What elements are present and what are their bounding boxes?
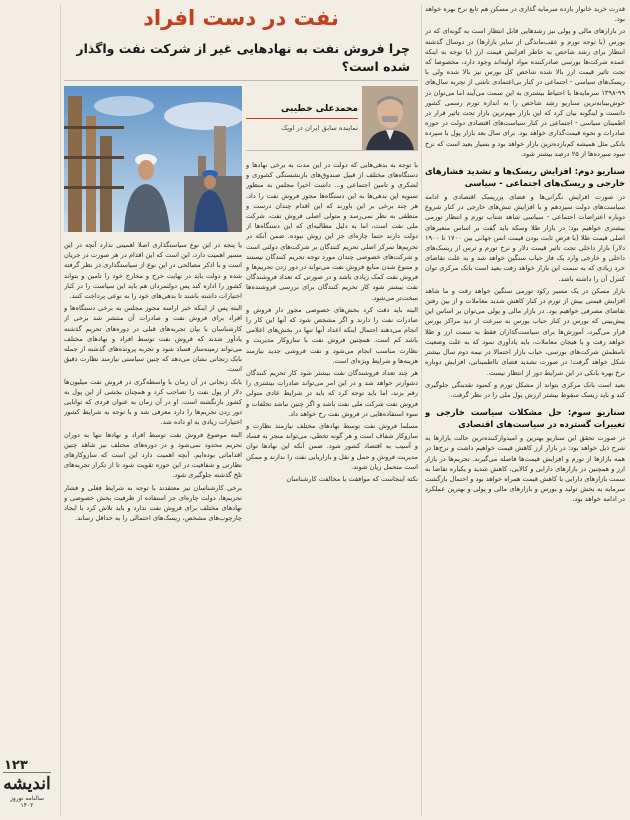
column-divider [60,4,61,816]
paragraph: با توجه به بدهی‌هایی که دولت در این مدت به برخی نهادها و دستگاه‌های مختلف از قبیل صندوق‌های بازنشستگی کشوری و لشکری و تامین اجتماعی و... داشت اخیرا مجلس به منظور تسویه این بدهی‌ها به این دستگاه‌ها مجوز فروش نفت را داد. هر چند برخی بر این باورند که این اقدام چندان درست و منطقی به نظر نمی‌رسد و متولی اصلی فروش نفت، شرکت ملی نفت است، اما به دلیل مطالبه‌ای که این دستگاه‌ها از دولت دارند حتما چاره‌ای جز این روش نبوده. ضمن آنکه در تحریم‌ها تمرکز اصلی تحریم کنندگان بر شرکت‌های دولتی است و شرکت‌های خصوصی چندان مورد توجه تحریم کنندگان نیستند و متنوع شدن منابع فروش نفت می‌تواند در دور زدن تحریم‌ها و فروش نفت کمک زیادی باشد و در صورتی که تعداد فروشندگان نفت بیشتر شود کار تحریم کنندگان برای بررسی فروشنده‌ها سخت‌تر می‌شود. [246,161,418,302]
paragraph: بابک زنجانی در آن زمان با واسطه‌گری در فروش نفت میلیون‌ها دلار از پول نفت را تصاحب کرد و همچنان بخشی از این پول به کشور بازنگشته است. او در آن زمان به عنوان فردی که توانایی دور زدن تحریم‌ها را دارد معرفی شد و با توجه به شرایط کشور اختیارات زیادی به او داده شد. [64,377,242,427]
paragraph: برخی کارشناسان نیز معتقدند با توجه به شرایط فعلی و فشار تحریم‌ها، دولت چاره‌ای جز استفاده از ظرفیت بخش خصوصی و نهادهای مختلف برای فروش نفت ندارد و باید تلاش کرد با ایجاد چارچوب‌های مشخص، ریسک‌های احتمالی را به حداقل رساند. [64,483,242,523]
author-title: نماینده سابق ایران در اوپک [281,124,358,132]
paragraph: در بازارهای مالی و پولی نیز رشدهایی قابل انتظار است به گونه‌ای که در بورس (با توجه تورم و عقب‌ماندگی از سایر بازارها) در دوسال گذشته انتظار برای رشد شاخص به خاطر افزایش قیمت ارز (با توجه به اینکه عمده شرکت‌ها بورسی صادرکننده مواد اولیه‌اند وجود دارد، مخصوصا که تحت تاثیر قیمت ارز بالا شده شاخص کل بورس نیز بالا شده ولی با ریسک‌های سیاسی - اجتماعی در کنار بی‌اعتمادی ناشی از تجربه سال‌های ۹۹-۱۳۹۸ سرمایه‌ها با احتیاط بیشتری به این سمت می‌آیند اما می‌توان در خوش‌بینانه‌ترین سناریو رشد شاخص را به اندازه تورم رسمی کشور دانست و اینگونه بیان کرد که این بازار مهم‌ترین بازار تحت تاثیر قرار در اطمینان سیاسی - اجتماعی در کنار سیاست‌های اقتصادی دولت در حوزه صادرات و نحوه قیمت‌گذاری خواهد بود. برای سال بعد بازار پول با سپرده بانکی مثل همیشه کم‌بازده‌ترین بازار خواهد بود و بسیار بعید است که نرخ سود سپرده‌ها از ۲۵ درصد بیشتر شود. [425,27,625,158]
paragraph: قدرت خرید خانوار بازده سرمایه گذاری در مسکن هم تابع نرخ بهره خواهد بود. [425,5,625,24]
section-heading: سناریو سوم: حل مشکلات سیاست خارجی و تغییرات گسترده در سیاست‌های اقتصادی [425,407,625,430]
author-photo [362,86,418,150]
left-column [64,240,242,810]
author-block-divider [246,150,418,151]
middle-column [246,160,418,810]
header-divider [64,80,418,81]
article-header [64,4,418,82]
issue-label: سالنامه نوروز ۱۴۰۲ [9,795,45,809]
paragraph: البته موضوع فروش نفت توسط افراد و نهادها تنها به دوران تحریم محدود نمی‌شود و در دوره‌های مختلف نیز شاهد چنین اقداماتی بوده‌ایم. آنچه اهمیت دارد این است که سازوکارهای نظارتی و شفافیت در این حوزه تقویت شود تا از تکرار تجربه‌های تلخ گذشته جلوگیری شود. [64,430,242,480]
page-margin [0,0,58,820]
paragraph: مسلما فروش نفت توسط نهادهای مختلف نیازمند نظارت و سازوکار شفاف است و هر گونه تخطی، می‌تواند منجر به فساد و آسیب به اقتصاد کشور شود. ضمن آنکه این نهادها توان مدیریت فروش و حمل و نقل و بازاریابی نفت را ندارند و ممکن است متحمل زیان شوند. [246,422,418,471]
article-headline: چرا فروش نفت به نهادهایی غیر از شرکت نفت واگذار شده است؟ [76,41,410,74]
paragraph: یا پنجه در این نوع سیاستگذاری اصلا اهمیتی ندارد آنچه در این مسیر اهمیت دارد، این است که این اقدام در هر صورت در جریان است و با اذکر مصالحی در این نوع از سیاستگذاری در نظر گرفته شده و دولت باید در نهایت خرج و مخارج خود را تامین و بتواند کشور را اداره کند پس دولتمردان هم باید این سیاست را در کنار اختیارات داشته باشند تا بدهی‌های خود را به نوعی پرداخت کنند. [64,241,242,301]
right-column [425,4,625,816]
paragraph: در صورت تحقق این سناریو بهترین و امیدوارکننده‌ترین حالت بازارها به شرح ذیل خواهد بود: در بازار ارز کاهش قیمت خواهیم داشت و نرخ‌ها در همه بازارها از تورم و افزایش قیمت‌ها فاصله می‌گیرند. تحریم‌ها در بازار ارز و همچنین در بازارهای دارایی و کالایی، کاهش شدید و یکباره تقاضا به سمت بازارهای دارایی با کاهش قیمت همراه خواهد بود و احتمال بازگشت سرمایه به بخش تولید و بورس و بازارهای مالی و پولی و بهترین عملکرد در ادامه خواهد بود. [425,434,625,504]
article-kicker: نفت در دست افراد [143,6,339,30]
author-divider [246,118,358,119]
paragraph: هر چند تعداد فروشندگان نفت بیشتر شود کار تحریم کنندگان دشوارتر خواهد شد و در این امر می‌تواند صادرات بیشتری را رقم بزند، اما باید توجه کرد که باید در شرایط عادی متولی فروش نفت شرکت ملی نفت باشد و اگر چنین نباشد تخلفات و سوء استفاده‌هایی در فروش نفت رخ خواهد داد. [246,369,418,418]
section-heading: سناریو دوم: افزایش ریسک‌ها و تشدید فشارهای خارجی و ریسک‌های اجتماعی - سیاسی [425,166,625,189]
refinery-photo [64,86,242,232]
page-number: ۱۲۳ [4,758,28,773]
magazine-logo [3,772,51,809]
paragraph: در صورت افزایش نگرانی‌ها و فضای پرریسک اقتصادی و ادامه سیاست‌های دولت سیزدهم و یا افزایش تنش‌های خارجی در کنار شروع دوباره اعتراضات اجتماعی - سیاسی شاهد شتاب تورم و انتظار تورمی بیشتری خواهیم بود؛ در بازار طلا وسکه باید گفت بر اساس متغیرهای اصلی قیمت طلا (با فرض ثابت بودن قیمت انس جهانی بین ۱۷۰۰ تا ۱۹۰۰ دلار) بازار داخلی تحت تاثیر قیمت دلار و نرخ تورم و ترس از ریسک‌های داخلی و خارجی وارد یک فاز حباب سنگین خواهد شد و به علت تقاضای خرد زیادی که به سمت این بازار خواهد رفت بعید است بانک مرکزی توان کنترل آن را داشته باشد. [425,193,625,283]
paragraph: نکته اینجاست که موافقت یا مخالفت کارشناسان [286,475,418,484]
column-divider [421,4,422,816]
paragraph: بازار مسکن در یک مسیر رکود تورمی سنگین خواهد رفت و ما شاهد افزایش قیمتی بیش از تورم در کنار کاهش شدید معاملات و از بین رفتن تقاضای مصرفی خواهیم بود. در بازار مالی و پولی می‌توان بر اساس این پیش‌بینی که بورس در کنار حباب بورس به سرعت از دید مراکز بورس قرار می‌گیرد، آموزش‌ها برای سیاست‌گذاران فقط به سمت ارز و طلا خواهد رفت و با هیجان معاملات، باید یادآوری نمود که به علت وضعیت نامطمئن شرکت‌های بورسی، حباب بازار احتمالا در نیمه دوم سال بیشتر شکل خواهد گرفت؛ در صورت تشدید فضای نااطمینانی، افزایش دوباره نرخ بهره بانکی در این شرایط دور از انتظار نیست. [425,286,625,377]
logo-wordmark: اندیشه [3,774,51,794]
paragraph: البته باید دقت کرد بخش‌های خصوصی مجوز دار فروش و صادرات نفت را دارند و اگر مشخص شود که آنها این کار را انجام می‌دهند احتمال اینکه اعداد آنها تنها در بخش‌های اعلامی باشد کم است. همچنین فروش نفت با سازوکار مدیریت و نظارت مناسب انجام می‌شود و نفت فروشی جدید نیازمند هزینه‌ها و شرایط ویژه‌ای است. [246,305,418,365]
paragraph: البته پس از اینکه خبر اراسه مجوز مجلس به برخی دستگاه‌ها و افراد برای فروش نفت و صادرات آن منتشر شد برخی از کارشناسان با بیان تجربه‌های قبلی در دوره‌های تحریم گذشته یادآور شدند که فروش نفت توسط افراد و نهادهای مختلف می‌تواند زمینه‌ساز فساد شود و تجربه پرونده‌های گذشته از جمله بابک زنجانی نشان می‌دهد که چنین سیاستی نیازمند نظارت دقیق است. [64,304,242,374]
author-name: محمدعلی خطیبی [280,104,358,114]
paragraph: بعید است بانک مرکزی بتواند از مشکل تورم و کمبود نقدینگی جلوگیری کند و باید ریسک سقوط بیشتر ارزش پول ملی را در نظر گرفت. [425,380,625,399]
